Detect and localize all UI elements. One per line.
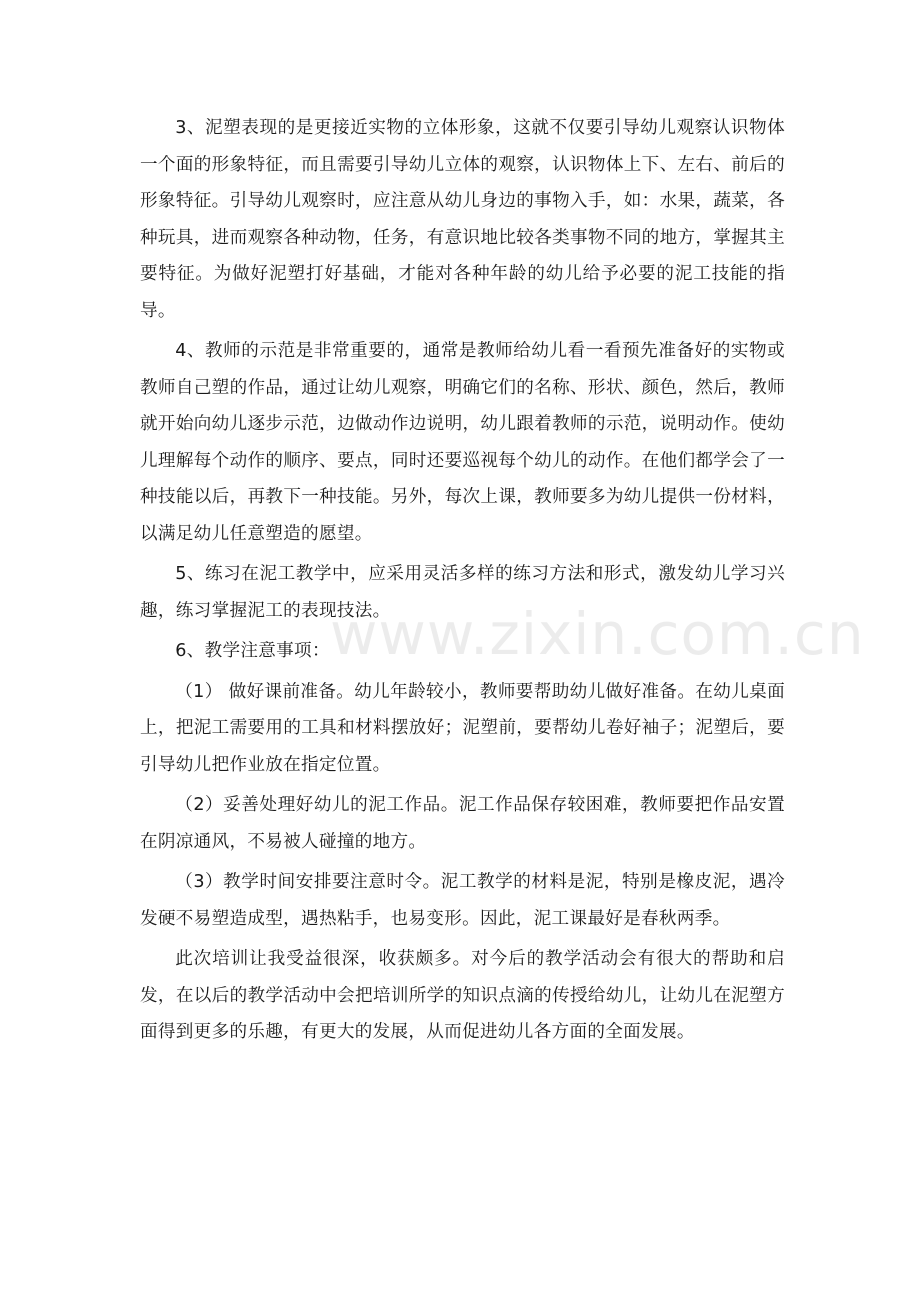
paragraph-conclusion: 此次培训让我受益很深，收获颇多。对今后的教学活动会有很大的帮助和启发，在以后的教学活动中会把培训所学的知识点滴的传授给幼儿，让幼儿在泥塑方面得到更多的乐趣，有更大的发展，从而促进幼儿各方面的全面发展。 xyxy=(140,949,785,1042)
paragraph-3: 3、泥塑表现的是更接近实物的立体形象，这就不仅要引导幼儿观察认识物体一个面的形象特征，而且需要引导幼儿立体的观察，认识物体上下、左右、前后的形象特征。引导幼儿观察时，应注意从幼儿身边的事物入手，如：水果，蔬菜，各种玩具，进而观察各种动物，任务，有意识地比较各类事物不同的地方，掌握其主要特征。为做好泥塑打好基础，才能对各种年龄的幼儿给予必要的泥工技能的指导。 xyxy=(140,118,785,321)
paragraph-6-heading: 6、教学注意事项： xyxy=(175,641,330,661)
paragraph-6-item-1: （1） 做好课前准备。幼儿年龄较小，教师要帮助幼儿做好准备。在幼儿桌面上，把泥工需要用的工具和材料摆放好；泥塑前，要帮幼儿卷好袖子；泥塑后，要引导幼儿把作业放在指定位置。 xyxy=(140,681,785,775)
paragraph-6-item-3: （3）教学时间安排要注意时令。泥工教学的材料是泥，特别是橡皮泥，遇冷发硬不易塑造成型，遇热粘手，也易变形。因此，泥工课最好是春秋两季。 xyxy=(140,872,785,929)
paragraph-5: 5、练习在泥工教学中，应采用灵活多样的练习方法和形式，激发幼儿学习兴趣，练习掌握泥工的表现技法。 xyxy=(140,564,785,621)
paragraph-6-item-2: （2）妥善处理好幼儿的泥工作品。泥工作品保存较困难，教师要把作品安置在阴凉通风，不易被人碰撞的地方。 xyxy=(140,795,785,852)
document-body xyxy=(140,110,785,1055)
paragraph-4: 4、教师的示范是非常重要的，通常是教师给幼儿看一看预先准备好的实物或教师自己塑的作品，通过让幼儿观察，明确它们的名称、形状、颜色，然后，教师就开始向幼儿逐步示范，边做动作边说明，幼儿跟着教师的示范，说明动作。使幼儿理解每个动作的顺序、要点，同时还要巡视每个幼儿的动作。在他们都学会了一种技能以后，再教下一种技能。另外，每次上课，教师要多为幼儿提供一份材料，以满足幼儿任意塑造的愿望。 xyxy=(140,341,785,544)
watermark: www.zixin.com.cn xyxy=(330,600,865,668)
